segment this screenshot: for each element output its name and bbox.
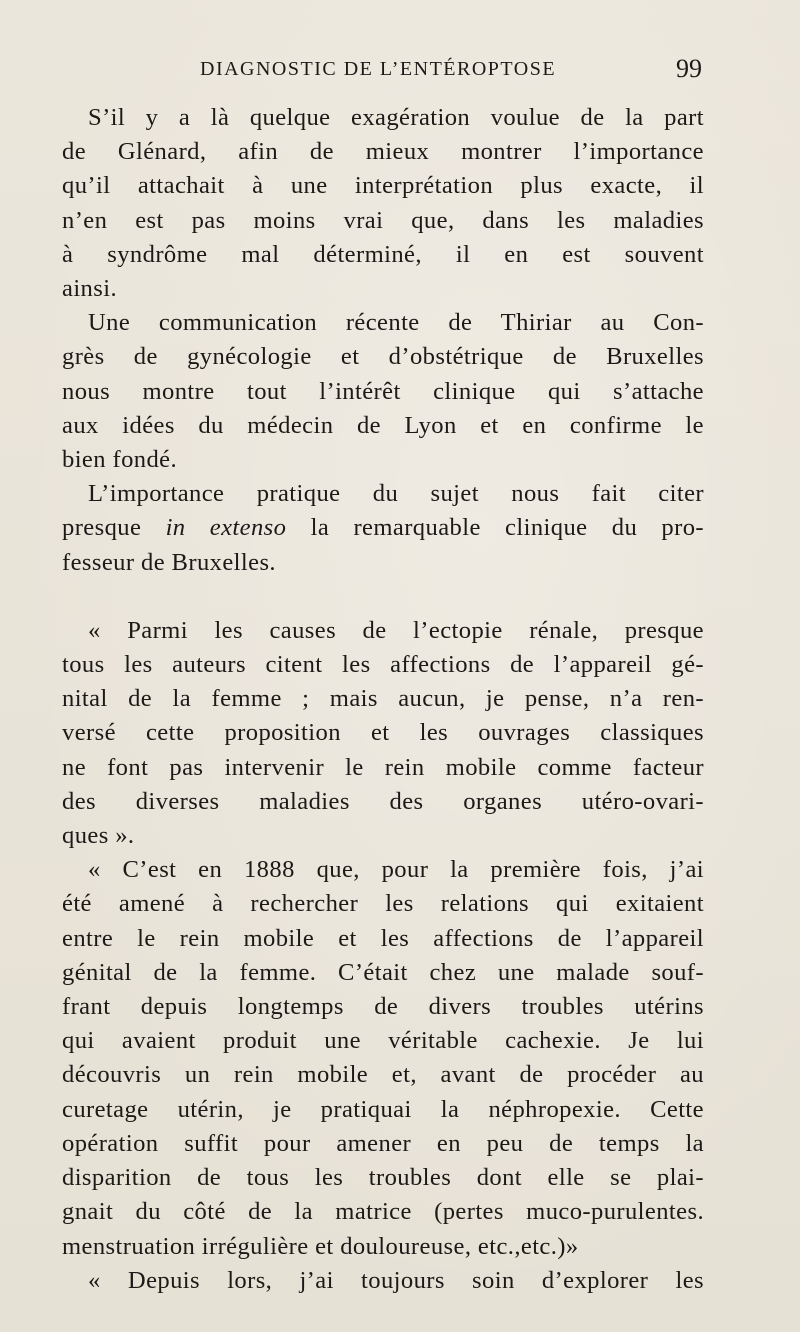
text-line: « C’est en 1888 que, pour la première fois, j’ai (88, 856, 704, 884)
text-line: de Glénard, afin de mieux montrer l’importance (62, 138, 704, 166)
text-line: opération suffit pour amener en peu de temps la (62, 1129, 704, 1157)
text-line: n’en est pas moins vrai que, dans les maladies (62, 206, 704, 234)
paragraph (62, 101, 704, 306)
italic-phrase: in extenso (165, 514, 287, 542)
text-line: nital de la femme ; mais aucun, je pense, n’a ren- (62, 685, 704, 713)
text-line: ne font pas intervenir le rein mobile comme facteur (62, 753, 704, 781)
text-line: frant depuis longtemps de divers troubles utérins (62, 993, 704, 1021)
text-line: ainsi. (62, 275, 117, 303)
text-line: fesseur de Bruxelles. (62, 548, 276, 576)
page-number: 99 (676, 54, 702, 83)
text-line: disparition de tous les troubles dont elle se plai- (62, 1164, 704, 1192)
running-head (62, 54, 702, 88)
section-gap (62, 580, 704, 614)
text-line: « Parmi les causes de l’ectopie rénale, presque (88, 616, 704, 644)
running-title: DIAGNOSTIC DE L’ENTÉROPTOSE (200, 58, 557, 80)
text-line: grès de gynécologie et d’obstétrique de Bruxelles (62, 343, 704, 371)
text-line: qui avaient produit une véritable cachexie. Je lui (62, 1027, 704, 1055)
text-line: gnait du côté de la matrice (pertes muco-purulentes. (62, 1198, 704, 1226)
paragraph (62, 853, 704, 1263)
text-line: entre le rein mobile et les affections de l’appareil (62, 924, 704, 952)
text-line: tous les auteurs citent les affections de l’appareil gé- (62, 651, 704, 679)
paragraph (62, 306, 704, 477)
text-line: des diverses maladies des organes utéro-ovari- (62, 787, 704, 815)
paragraph (62, 477, 704, 580)
text-line: Une communication récente de Thiriar au Con- (88, 309, 704, 337)
text-line: « Depuis lors, j’ai toujours soin d’explorer les (88, 1266, 704, 1294)
text-line: versé cette proposition et les ouvrages classiques (62, 719, 704, 747)
text-line: menstruation irrégulière et douloureuse, etc.,etc.)» (62, 1232, 579, 1260)
text-segment: presque (62, 514, 166, 542)
text-line: L’importance pratique du sujet nous fait citer (88, 480, 704, 508)
text-line: génital de la femme. C’était chez une malade souf- (62, 958, 704, 986)
paragraph (62, 1264, 704, 1298)
text-line: nous montre tout l’intérêt clinique qui s’attache (62, 377, 704, 405)
text-line: été amené à rechercher les relations qui exitaient (62, 890, 704, 918)
text-line: bien fondé. (62, 446, 178, 474)
text-line: aux idées du médecin de Lyon et en confirme le (62, 411, 704, 439)
text-line: à syndrôme mal déterminé, il en est souvent (62, 240, 704, 268)
text-line: découvris un rein mobile et, avant de procéder au (62, 1061, 704, 1089)
text-line (62, 511, 704, 545)
paragraph (62, 614, 704, 853)
text-line: curetage utérin, je pratiquai la néphropexie. Cette (62, 1095, 704, 1123)
text-line: S’il y a là quelque exagération voulue de la part (88, 104, 704, 131)
text-line: qu’il attachait à une interprétation plus exacte, il (62, 172, 704, 200)
text-line: ques ». (62, 822, 135, 850)
body-text (62, 101, 704, 1298)
text-segment: la remarquable clinique du pro- (286, 514, 704, 542)
